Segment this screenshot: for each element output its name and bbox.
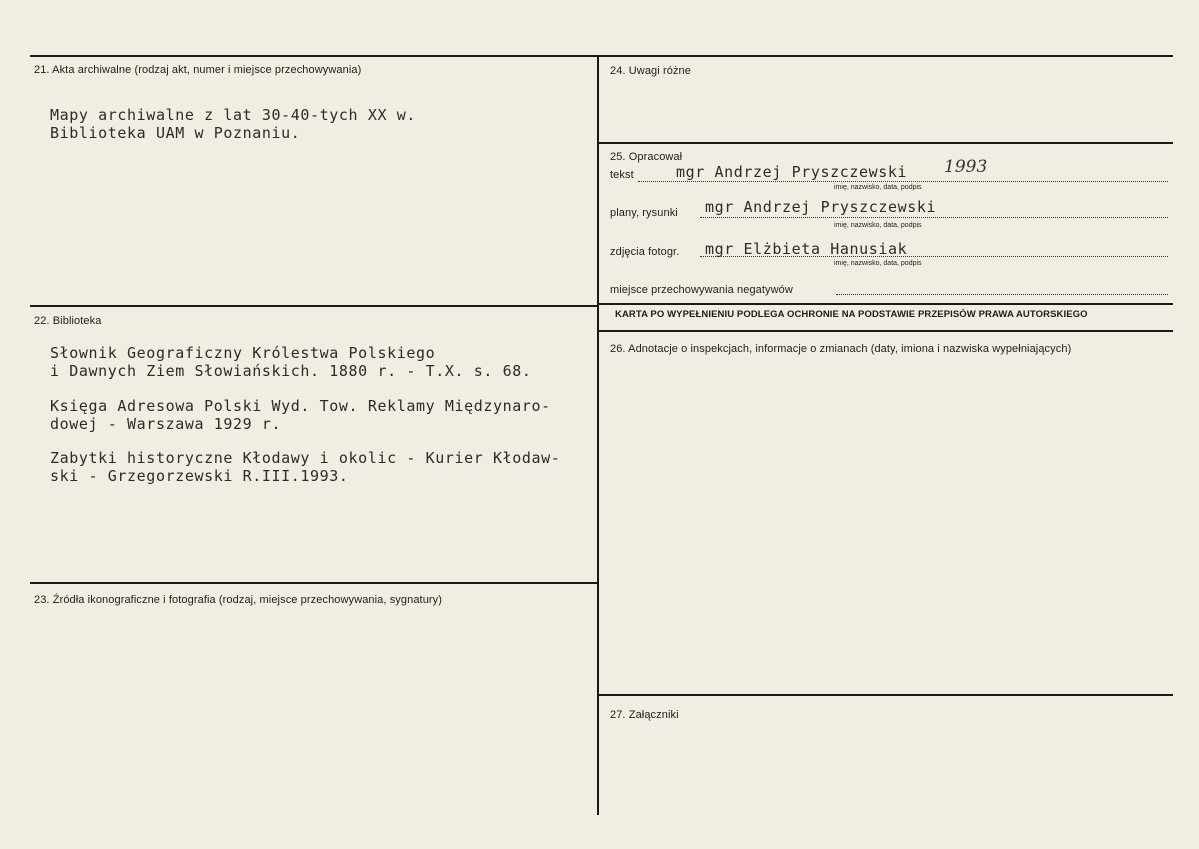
plany-caption: imię, nazwisko, data, podpis <box>834 222 922 229</box>
center-divider <box>597 55 599 815</box>
section-22-entry-2-line-2: dowej - Warszawa 1929 r. <box>50 415 282 433</box>
section-22-label: 22. Biblioteka <box>34 315 102 327</box>
divider-24-25 <box>598 142 1173 144</box>
divider-notice-26 <box>598 330 1173 332</box>
tekst-label: tekst <box>610 169 634 181</box>
plany-label: plany, rysunki <box>610 207 678 219</box>
section-23-label: 23. Źródła ikonograficzne i fotografia (rodzaj, miejsce przechowywania, sygnatury) <box>34 594 443 606</box>
divider-21-22 <box>30 305 598 307</box>
plany-dotline <box>700 217 1168 218</box>
divider-22-23 <box>30 582 598 584</box>
tekst-dotline <box>638 181 1168 182</box>
tekst-caption: imię, nazwisko, data, podpis <box>834 184 922 191</box>
zdjecia-label: zdjęcia fotogr. <box>610 246 680 258</box>
section-22-entry-3-line-1: Zabytki historyczne Kłodawy i okolic - Kurier Kłodaw- <box>50 449 561 467</box>
zdjecia-value: mgr Elżbieta Hanusiak <box>705 240 908 258</box>
section-22-entry-2-line-1: Księga Adresowa Polski Wyd. Tow. Reklamy Międzynaro- <box>50 397 551 415</box>
section-21-line-2: Biblioteka UAM w Poznaniu. <box>50 124 301 142</box>
negatywy-label: miejsce przechowywania negatywów <box>610 284 793 296</box>
section-26-label: 26. Adnotacje o inspekcjach, informacje o zmianach (daty, imiona i nazwiska wypełniających) <box>610 343 1072 355</box>
section-22-entry-3-line-2: ski - Grzegorzewski R.III.1993. <box>50 467 349 485</box>
plany-value: mgr Andrzej Pryszczewski <box>705 198 937 216</box>
section-22-entry-1-line-1: Słownik Geograficzny Królestwa Polskiego <box>50 344 436 362</box>
copyright-notice: KARTA PO WYPEŁNIENIU PODLEGA OCHRONIE NA PODSTAWIE PRZEPISÓW PRAWA AUTORSKIEGO <box>615 309 1088 320</box>
section-27-label: 27. Załączniki <box>610 709 679 721</box>
section-25-label: 25. Opracował <box>610 151 683 163</box>
section-22-entry-1-line-2: i Dawnych Ziem Słowiańskich. 1880 r. - T.X. s. 68. <box>50 362 532 380</box>
divider-25-notice <box>598 303 1173 305</box>
section-21-label: 21. Akta archiwalne (rodzaj akt, numer i miejsce przechowywania) <box>34 64 362 76</box>
negatywy-dotline <box>836 294 1168 295</box>
tekst-year-handwritten: 1993 <box>944 157 988 177</box>
divider-26-27 <box>598 694 1173 696</box>
zdjecia-caption: imię, nazwisko, data, podpis <box>834 260 922 267</box>
tekst-value: mgr Andrzej Pryszczewski <box>676 163 908 181</box>
section-24-label: 24. Uwagi różne <box>610 65 691 77</box>
top-border <box>30 55 1173 57</box>
section-21-line-1: Mapy archiwalne z lat 30-40-tych XX w. <box>50 106 416 124</box>
